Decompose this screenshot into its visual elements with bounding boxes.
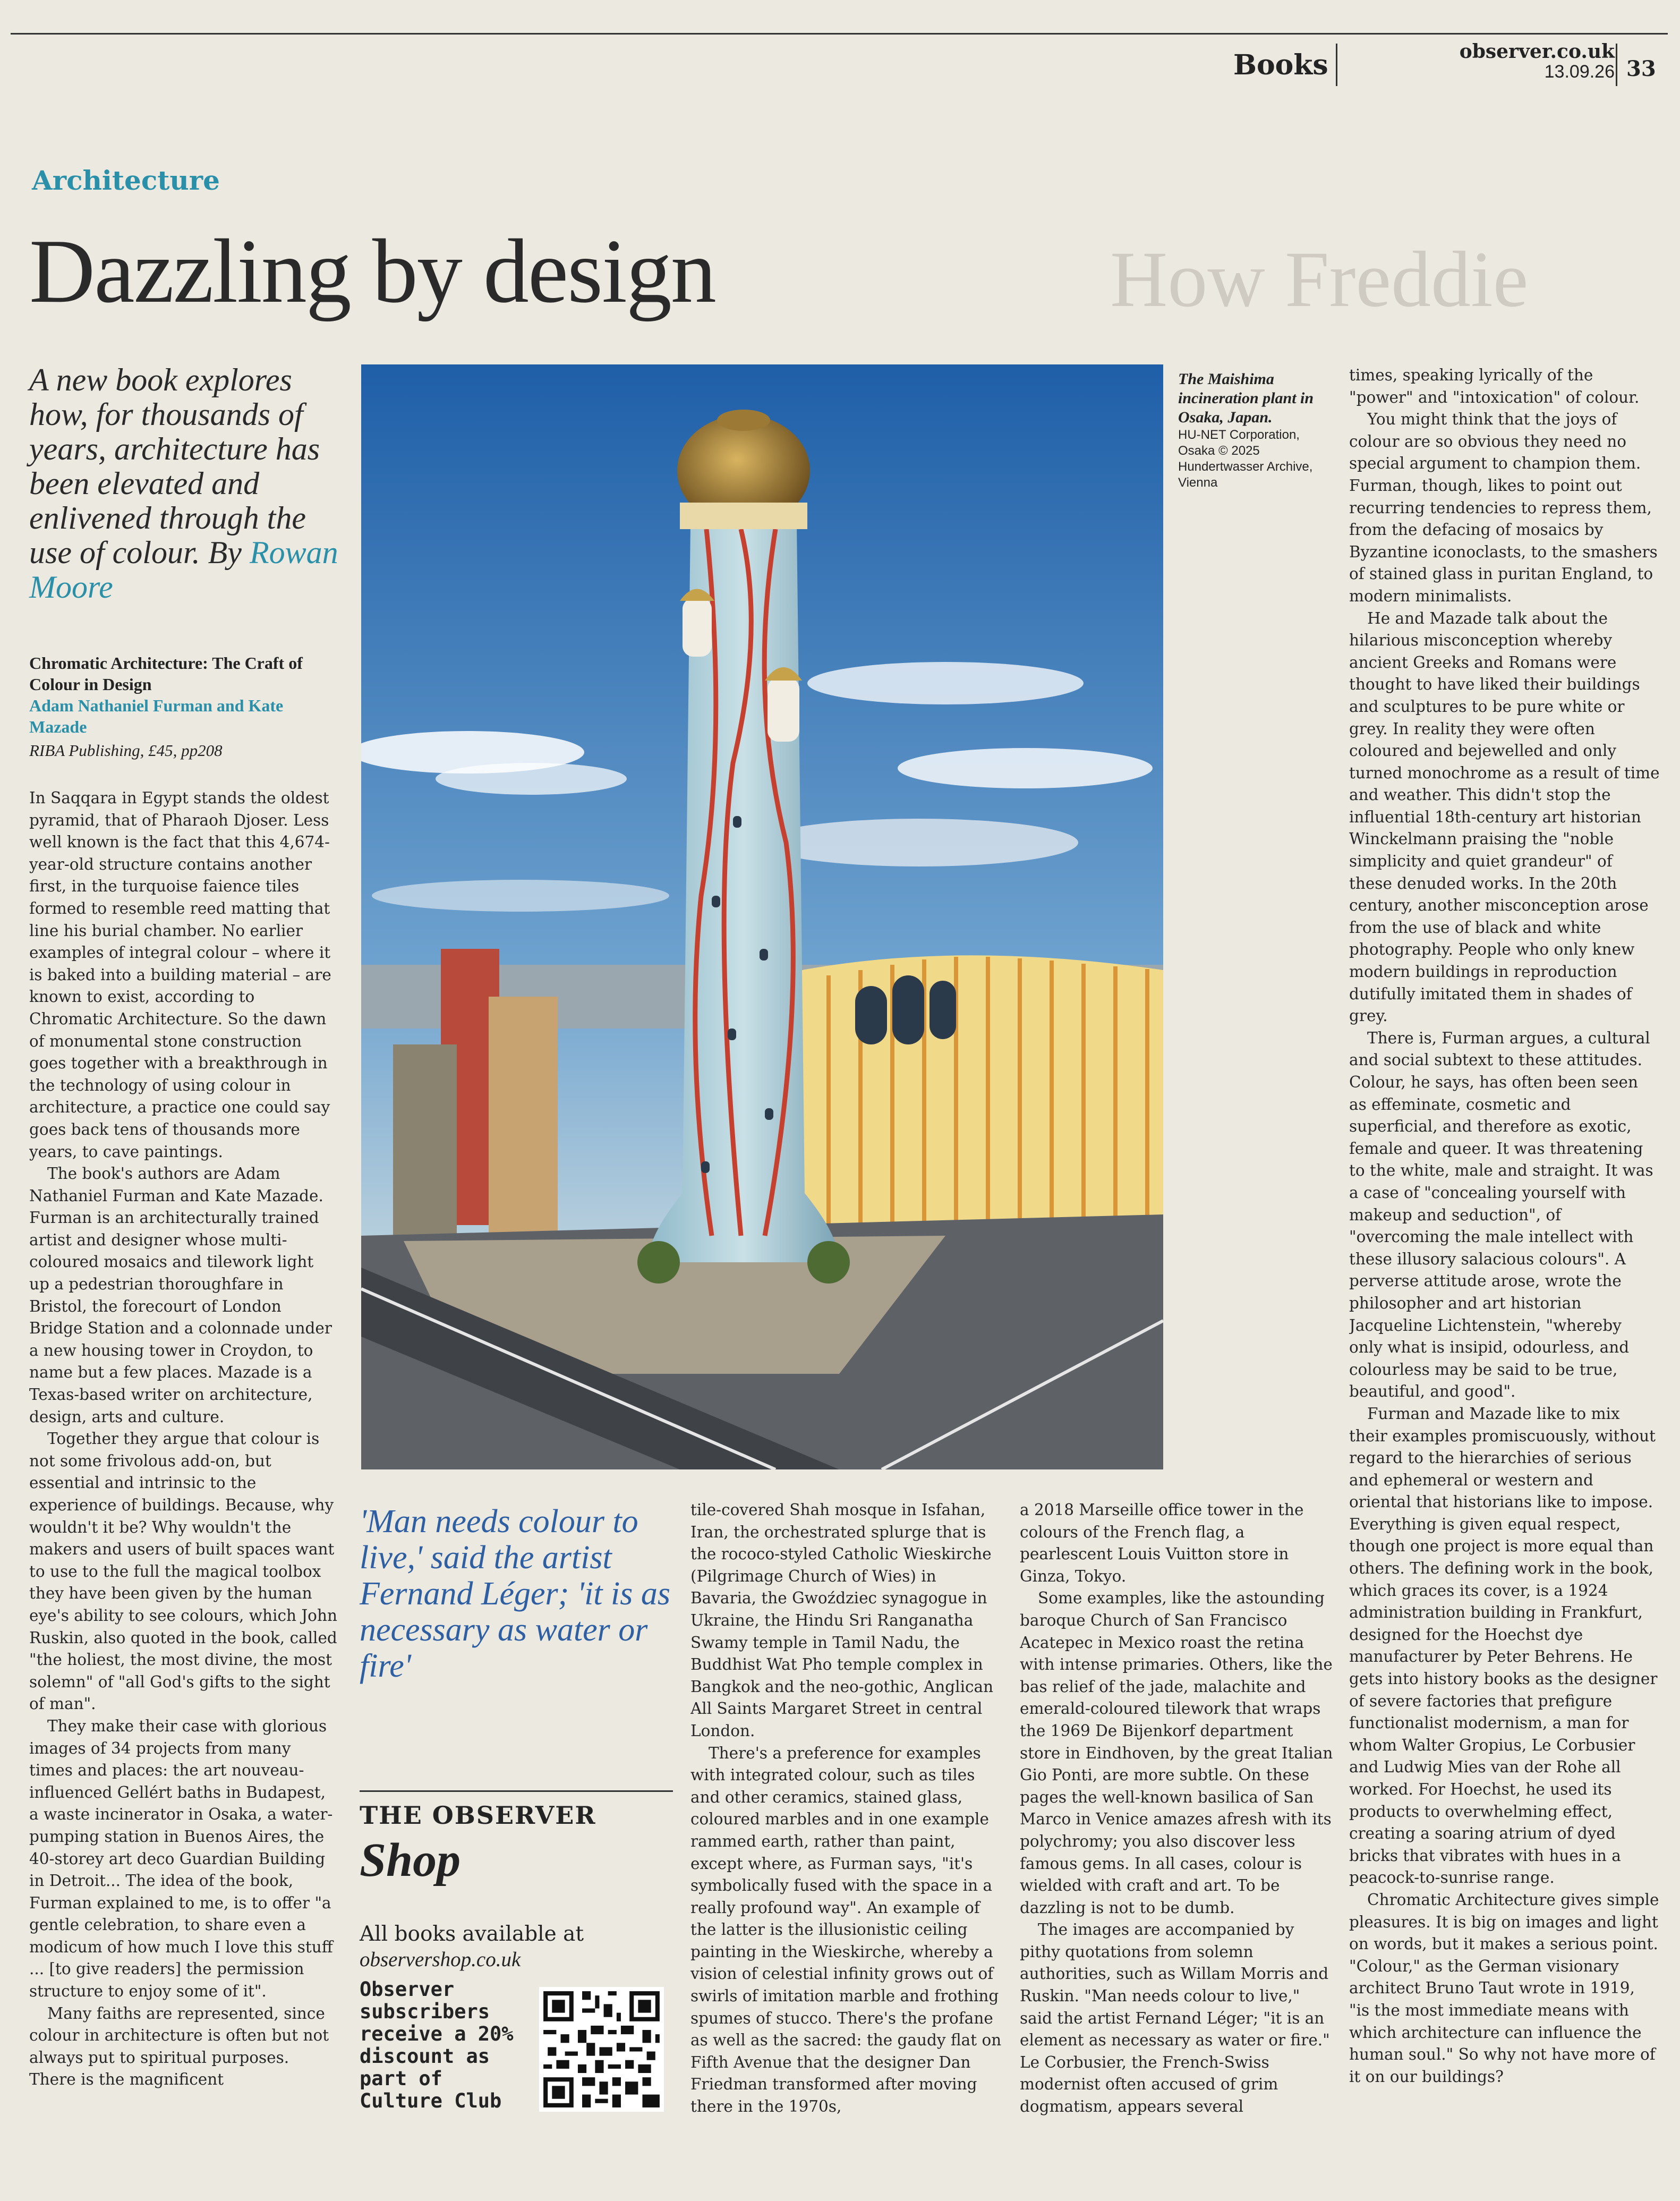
ghost-headline: How Freddie [1110,235,1529,324]
paragraph: a 2018 Marseille office tower in the colours of the French flag, a pearlescent Louis Vuitton store in Ginza, Tokyo. [1020,1501,1304,1585]
column-4 [1349,364,1660,2149]
paragraph: tile-covered Shah mosque in Isfahan, Iran, the orchestrated splurge that is the rococo-styled Catholic Wieskirche (Pilgrimage Church of Wies) in Bavaria, the Gwoździec synagogue in Ukraine, the Hindu Sri Ranganatha Swamy temple in Tamil Nadu, the Buddhist Wat Pho temple complex in Bangkok and the neo-gothic, Anglican All Saints Margaret Street in central London. [690,1501,994,1740]
pull-quote: 'Man needs colour to live,' said the artist Fernand Léger; 'it is as necessary as water or fire' [360,1503,671,1684]
book-publisher: RIBA Publishing, £45, pp208 [29,741,223,760]
paragraph: Some examples, like the astounding baroque Church of San Francisco Acatepec in Mexico roast the retina with intense primaries. Others, like the bas relief of the jade, malachite and emerald-coloured tilework that wraps the 1969 De Bijenkorf department store in Eindhoven, by the great Italian Gio Ponti, are more subtle. On these pages the well-known basilica of San Marco in Venice amazes afresh with its polychromy; you also discover less famous gems. In all cases, colour is wielded with craft and art. To be dazzling is not to be dumb. [1020,1589,1333,1917]
issue-date: 13.09.26 [1544,62,1615,82]
shop-title: Shop [360,1834,461,1886]
paragraph: The book's authors are Adam Nathaniel Furman and Kate Mazade. Furman is an architecturally trained artist and designer whose multi-coloured mosaics and tilework light up a pedestrian thoroughfare in Bristol, the forecourt of London Bridge Station and a colonnade under a new housing tower in Croydon, to name but a few places. Mazade is a Texas-based writer on architecture, design, arts and culture. [29,1165,332,1426]
column-2 [690,1499,1004,2153]
column-3 [1020,1499,1333,2153]
header-divider [1336,44,1337,86]
paragraph: Chromatic Architecture gives simple pleasures. It is big on images and light on words, but it makes a serious point. "Colour," as the German visionary architect Bruno Taut wrote in 1919, "is the most immediate means with which architecture can influence the human soul." So why not have more of it on our buildings? [1349,1890,1659,2086]
qr-code-icon[interactable] [539,1987,664,2112]
section-kicker: Architecture [32,165,220,196]
book-info [29,652,327,762]
paragraph: Together they argue that colour is not some frivolous add-on, but essential and intrinsic to the experience of buildings. Because, why wouldn't it be? Why wouldn't the makers and users of built spaces want to use to the full the magical toolbox they have been given by the human eye's ability to see colours, which John Ruskin, also quoted in the book, called "the holiest, the most divine, the most solemn" of "all God's gifts to the sight of man". [29,1430,337,1713]
paragraph: He and Mazade talk about the hilarious misconception whereby ancient Greeks and Romans were thought to have liked their buildings and sculptures to be pure white or grey. In reality they were often coloured and bejewelled and only turned monochrome as a result of time and weather. This didn't stop the influential 18th-century art historian Winckelmann praising the "noble simplicity and quiet grandeur" of these denuded works. In the 20th century, another misconception arose from the use of black and white photography. People who only knew modern buildings in reproduction dutifully imitated them in shades of grey. [1349,609,1660,1025]
standfirst-text: A new book explores how, for thousands of years, architecture has been elevated and enlivened through the use of colour. [29,362,320,570]
paragraph: They make their case with glorious images of 34 projects from many times and places: the art nouveau-influenced Gellért baths in Budapest, a waste incinerator in Osaka, a water-pumping station in Buenos Aires, the 40-storey art deco Guardian Building in Detroit... The idea of the book, Furman explained to me, is to offer "a gentle celebration, to share even a modicum of how much I love this stuff ... [to give readers] the permission structure to enjoy some of it". [29,1716,333,2001]
article-photo [361,364,1163,1469]
header-rule [11,33,1668,35]
paragraph: The images are accompanied by pithy quotations from solemn authorities, such as Willam Morris and Ruskin. "Man needs colour to live," said the artist Fernand Léger; "it is an element as necessary as water or fire." Le Corbusier, the French-Swiss modernist often accused of grim dogmatism, appears several [1020,1920,1330,2116]
shop-availability: All books available at [360,1922,584,1946]
caption-title: The Maishima incineration plant in Osaka, Japan. [1178,370,1314,426]
caption-credit: HU-NET Corporation, Osaka © 2025 Hundertwasser Archive, Vienna [1178,428,1313,490]
standfirst [29,363,348,605]
shop-discount: Observer subscribers receive a 20% discount as part of Culture Club [360,1978,514,2112]
header-divider-2 [1616,44,1617,86]
paragraph: In Saqqara in Egypt stands the oldest pyramid, that of Pharaoh Djoser. Less well known is the fact that this 4,674-year-old structure contains another first, in the turquoise faience tiles formed to resemble reed matting that line his burial chamber. No earlier examples of integral colour – where it is baked into a building material – are known to exist, according to Chromatic Architecture. So the dawn of monumental stone construction goes together with a breakthrough in the technology of using colour in architecture, a practice one could say goes back tens of thousands more years, to cave paintings. [29,789,331,1161]
site-url: observer.co.uk [1459,40,1615,63]
headline: Dazzling by design [29,221,715,322]
byline-prefix: By [208,535,242,570]
page-number: 33 [1626,56,1656,81]
photo-caption [1178,370,1337,491]
book-authors: Adam Nathaniel Furman and Kate Mazade [29,696,284,736]
shop-label: THE OBSERVER [360,1801,596,1830]
paragraph: Many faiths are represented, since colour in architecture is often but not always put to spiritual purposes. There is the magnificent [29,2004,329,2089]
byline-author[interactable]: Rowan Moore [29,535,338,605]
section-label: Books [1233,49,1328,81]
paragraph: Furman and Mazade like to mix their examples promiscuously, without regard to the hierarchies of serious and ephemeral or western and oriental that historians like to impose. Everything is given equal respect, though one project is more equal than others. The defining work in the book, which graces its cover, is a 1924 administration building in Frankfurt, designed for the Hoechst dye manufacturer by Peter Behrens. He gets into history books as the designer of severe factories that prefigure functionalist modernism, a man for whom Walter Gropius, Le Corbusier and Ludwig Mies van der Rohe all worked. For Hoechst, he used its products to overwhelming effect, creating a soaring atrium of dyed bricks that vibrates with hues in a peacock-to-sunrise range. [1349,1404,1658,1887]
paragraph: There is, Furman argues, a cultural and social subtext to these attitudes. Colour, he says, has often been seen as effeminate, cosmetic and superficial, and therefore as exotic, female and queer. It was threatening to the white, male and straight. It was a case of "concealing yourself with makeup and seduction", of "overcoming the male intellect with these illusory salacious colours". A perverse attitude arose, wrote the philosopher and art historian Jacqueline Lichtenstein, "whereby only what is insipid, odourless, and colourless may be said to be true, beautiful, and good". [1349,1029,1653,1401]
paragraph: times, speaking lyrically of the "power" and "intoxication" of colour. [1349,366,1640,406]
column-1 [29,787,337,2147]
shop-url[interactable]: observershop.co.uk [360,1948,521,1971]
shop-rule [360,1790,673,1792]
paragraph: There's a preference for examples with integrated colour, such as tiles and other ceramics, stained glass, coloured marbles and in one example rammed earth, rather than paint, except where, as Furman says, "it's symbolically fused with the space in a really profound way". An example of the latter is the illusionistic ceiling painting in the Wieskirche, whereby a vision of celestial infinity grows out of swirls of imitation marble and frothing spumes of stucco. There's the profane as well as the sacred: the gaudy flat on Fifth Avenue that the designer Dan Friedman transformed after moving there in the 1970s, [690,1744,1002,2116]
book-title: Chromatic Architecture: The Craft of Colour in Design [29,653,303,694]
paragraph: You might think that the joys of colour are so obvious they need no special argument to champion them. Furman, though, likes to point out recurring tendencies to repress them, from the defacing of mosaics by Byzantine iconoclasts, to the smashers of stained glass in puritan England, to modern minimalists. [1349,410,1658,605]
